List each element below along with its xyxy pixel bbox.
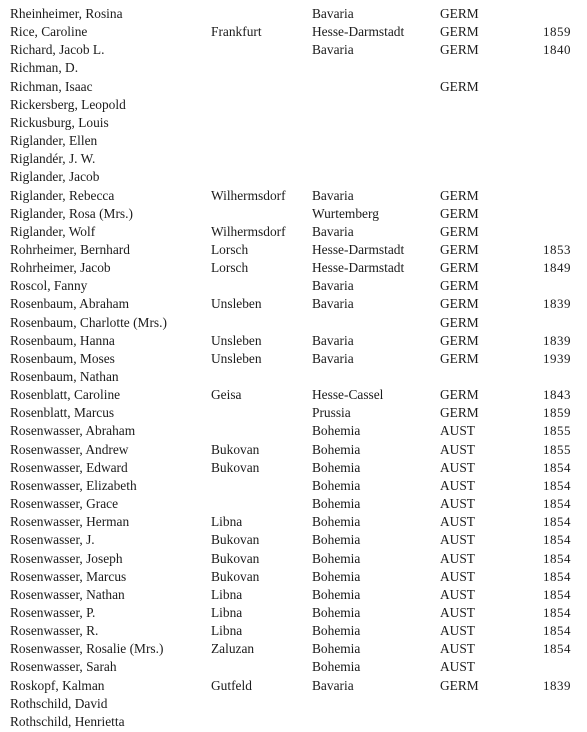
entry-name: Rohrheimer, Bernhard: [10, 241, 130, 257]
entry-name: Rosenwasser, Herman: [10, 514, 130, 530]
register-row: [0, 477, 587, 495]
entry-country: GERM: [440, 314, 479, 330]
entry-name: Rosenbaum, Charlotte (Mrs.): [10, 314, 167, 330]
register-row: [0, 41, 587, 59]
register-row: [0, 223, 587, 241]
entry-town: Wilhermsdorf: [211, 187, 286, 203]
register-row: [0, 422, 587, 440]
entry-name: Richman, Isaac: [10, 78, 93, 94]
entry-town: Libna: [211, 604, 243, 620]
entry-country: GERM: [440, 241, 479, 257]
entry-name: Rosenwasser, J.: [10, 532, 95, 548]
register-row: [0, 459, 587, 477]
entry-state: Prussia: [312, 405, 351, 421]
entry-year: 1839: [543, 677, 571, 693]
register-row: [0, 495, 587, 513]
register-row: [0, 622, 587, 640]
register-row: [0, 531, 587, 549]
entry-name: Rosenwasser, R.: [10, 623, 99, 639]
entry-year: 1839: [543, 296, 571, 312]
entry-country: AUST: [440, 623, 475, 639]
entry-name: Rosenwasser, Elizabeth: [10, 477, 137, 493]
entry-country: AUST: [440, 568, 475, 584]
entry-year: 1854: [543, 623, 571, 639]
entry-name: Rosenwasser, P.: [10, 604, 96, 620]
register-row: [0, 586, 587, 604]
entry-country: GERM: [440, 223, 479, 239]
entry-name: Rosenwasser, Grace: [10, 496, 119, 512]
entry-name: Riglander, Jacob: [10, 169, 100, 185]
entry-year: 1939: [543, 350, 571, 366]
entry-state: Hesse-Cassel: [312, 387, 384, 403]
entry-name: Rosenbaum, Nathan: [10, 369, 119, 384]
entry-year: 1854: [543, 532, 571, 548]
entry-town: Lorsch: [211, 260, 249, 276]
entry-state: Bohemia: [312, 604, 361, 620]
entry-year: 1854: [543, 514, 571, 530]
entry-name: Rosenbaum, Abraham: [10, 296, 130, 312]
entry-year: 1854: [543, 604, 571, 620]
entry-town: Bukovan: [211, 459, 260, 475]
entry-name: Rothschild, Henrietta: [10, 713, 125, 729]
entry-country: GERM: [440, 387, 479, 403]
entry-town: Lorsch: [211, 241, 249, 257]
entry-country: GERM: [440, 6, 479, 21]
entry-country: GERM: [440, 24, 479, 40]
register-row: [0, 96, 587, 114]
entry-country: GERM: [440, 187, 479, 203]
entry-country: AUST: [440, 441, 475, 457]
entry-name: Riglander, Rosa (Mrs.): [10, 205, 133, 221]
entry-country: AUST: [440, 477, 475, 493]
entry-year: 1855: [543, 423, 571, 439]
entry-state: Bavaria: [312, 223, 354, 239]
register-row: [0, 205, 587, 223]
entry-state: Bohemia: [312, 532, 361, 548]
register-row: [0, 441, 587, 459]
entry-year: 1854: [543, 496, 571, 512]
register-row: [0, 241, 587, 259]
entry-name: Riglandér, J. W.: [10, 151, 96, 167]
register-row: [0, 259, 587, 277]
entry-state: Bohemia: [312, 423, 361, 439]
entry-town: Gutfeld: [211, 677, 252, 693]
entry-state: Hesse-Darmstadt: [312, 260, 405, 276]
entry-country: GERM: [440, 260, 479, 276]
entry-name: Rosenwasser, Sarah: [10, 659, 117, 675]
entry-country: AUST: [440, 604, 475, 620]
entry-state: Bohemia: [312, 514, 361, 530]
entry-name: Rosenblatt, Marcus: [10, 405, 115, 421]
entry-year: 1854: [543, 641, 571, 657]
entry-town: Unsleben: [211, 296, 262, 312]
entry-year: 1840: [543, 42, 571, 58]
entry-country: GERM: [440, 677, 479, 693]
entry-name: Rothschild, David: [10, 695, 108, 711]
entry-name: Riglander, Ellen: [10, 133, 98, 149]
entry-state: Bavaria: [312, 677, 354, 693]
register-row: [0, 314, 587, 332]
register-row: [0, 78, 587, 96]
register-row: [0, 5, 587, 23]
register-row: [0, 59, 587, 77]
entry-country: GERM: [440, 405, 479, 421]
entry-town: Bukovan: [211, 568, 260, 584]
entry-state: Bavaria: [312, 187, 354, 203]
entry-name: Rickersberg, Leopold: [10, 96, 126, 112]
entry-country: GERM: [440, 205, 479, 221]
entry-name: Rosenwasser, Rosalie (Mrs.): [10, 641, 164, 657]
register-row: [0, 404, 587, 422]
entry-town: Libna: [211, 514, 243, 530]
entry-state: Bohemia: [312, 459, 361, 475]
register-row: [0, 368, 587, 386]
entry-name: Rosenwasser, Andrew: [10, 441, 129, 457]
entry-country: GERM: [440, 278, 479, 294]
entry-state: Bavaria: [312, 42, 354, 58]
entry-country: AUST: [440, 423, 475, 439]
entry-town: Bukovan: [211, 441, 260, 457]
entry-year: 1854: [543, 586, 571, 602]
entry-country: GERM: [440, 42, 479, 58]
entry-name: Riglander, Rebecca: [10, 187, 115, 203]
register-row: [0, 295, 587, 313]
register-row: [0, 550, 587, 568]
entry-town: Unsleben: [211, 332, 262, 348]
entry-name: Rosenwasser, Edward: [10, 459, 128, 475]
entry-state: Bohemia: [312, 477, 361, 493]
entry-state: Bohemia: [312, 586, 361, 602]
entry-state: Hesse-Darmstadt: [312, 241, 405, 257]
entry-town: Bukovan: [211, 550, 260, 566]
entry-name: Rosenwasser, Marcus: [10, 568, 127, 584]
entry-name: Richard, Jacob L.: [10, 42, 105, 58]
entry-state: Wurtemberg: [312, 205, 379, 221]
entry-country: AUST: [440, 586, 475, 602]
register-row: [0, 187, 587, 205]
entry-year: 1854: [543, 459, 571, 475]
entry-town: Libna: [211, 586, 243, 602]
register-row: [0, 277, 587, 295]
register-row: [0, 695, 587, 713]
entry-country: AUST: [440, 514, 475, 530]
entry-year: 1855: [543, 441, 571, 457]
entry-state: Bohemia: [312, 550, 361, 566]
register-row: [0, 168, 587, 186]
entry-state: Bavaria: [312, 6, 354, 21]
entry-name: Rohrheimer, Jacob: [10, 260, 111, 276]
entry-name: Rickusburg, Louis: [10, 114, 109, 130]
register-row: [0, 713, 587, 731]
entry-country: AUST: [440, 659, 475, 675]
entry-state: Bohemia: [312, 641, 361, 657]
entry-year: 1839: [543, 332, 571, 348]
register-row: [0, 386, 587, 404]
entry-country: AUST: [440, 550, 475, 566]
register-row: [0, 513, 587, 531]
entry-name: Roskopf, Kalman: [10, 677, 105, 693]
entry-state: Bohemia: [312, 568, 361, 584]
entry-name: Riglander, Wolf: [10, 223, 96, 239]
entry-name: Rice, Caroline: [10, 24, 88, 40]
entry-country: AUST: [440, 532, 475, 548]
entry-name: Richman, D.: [10, 60, 79, 76]
entry-town: Unsleben: [211, 350, 262, 366]
entry-state: Bavaria: [312, 332, 354, 348]
entry-town: Zaluzan: [211, 641, 255, 657]
entry-state: Bohemia: [312, 496, 361, 512]
register-row: [0, 658, 587, 676]
entry-town: Geisa: [211, 387, 242, 403]
entry-state: Bavaria: [312, 278, 354, 294]
entry-name: Rosenbaum, Hanna: [10, 332, 115, 348]
entry-year: 1854: [543, 550, 571, 566]
entry-year: 1859: [543, 24, 571, 40]
entry-year: 1859: [543, 405, 571, 421]
register-row: [0, 132, 587, 150]
entry-state: Bohemia: [312, 623, 361, 639]
entry-country: GERM: [440, 350, 479, 366]
entry-country: GERM: [440, 78, 479, 94]
entry-name: Rosenwasser, Nathan: [10, 586, 125, 602]
register-row: [0, 150, 587, 168]
entry-country: AUST: [440, 641, 475, 657]
entry-town: Libna: [211, 623, 243, 639]
entry-name: Rosenbaum, Moses: [10, 350, 115, 366]
entry-name: Rheinheimer, Rosina: [10, 6, 123, 21]
entry-state: Bohemia: [312, 659, 361, 675]
entry-state: Bavaria: [312, 350, 354, 366]
entry-year: 1854: [543, 568, 571, 584]
register-row: [0, 23, 587, 41]
entry-year: 1849: [543, 260, 571, 276]
entry-year: 1843: [543, 387, 571, 403]
entry-name: Rosenwasser, Abraham: [10, 423, 136, 439]
entry-town: Frankfurt: [211, 24, 262, 40]
register-row: [0, 114, 587, 132]
entry-year: 1853: [543, 241, 571, 257]
register-row: [0, 640, 587, 658]
register-row: [0, 332, 587, 350]
entry-country: AUST: [440, 496, 475, 512]
register-row: [0, 604, 587, 622]
entry-country: GERM: [440, 296, 479, 312]
register-row: [0, 677, 587, 695]
entry-state: Bohemia: [312, 441, 361, 457]
entry-name: Rosenwasser, Joseph: [10, 550, 123, 566]
entry-name: Rosenblatt, Caroline: [10, 387, 121, 403]
register-row: [0, 568, 587, 586]
entry-town: Bukovan: [211, 532, 260, 548]
entry-state: Hesse-Darmstadt: [312, 24, 405, 40]
entry-country: GERM: [440, 332, 479, 348]
register-row: [0, 350, 587, 368]
entry-town: Wilhermsdorf: [211, 223, 286, 239]
entry-name: Roscol, Fanny: [10, 278, 88, 294]
entry-state: Bavaria: [312, 296, 354, 312]
entry-year: 1854: [543, 477, 571, 493]
entry-country: AUST: [440, 459, 475, 475]
